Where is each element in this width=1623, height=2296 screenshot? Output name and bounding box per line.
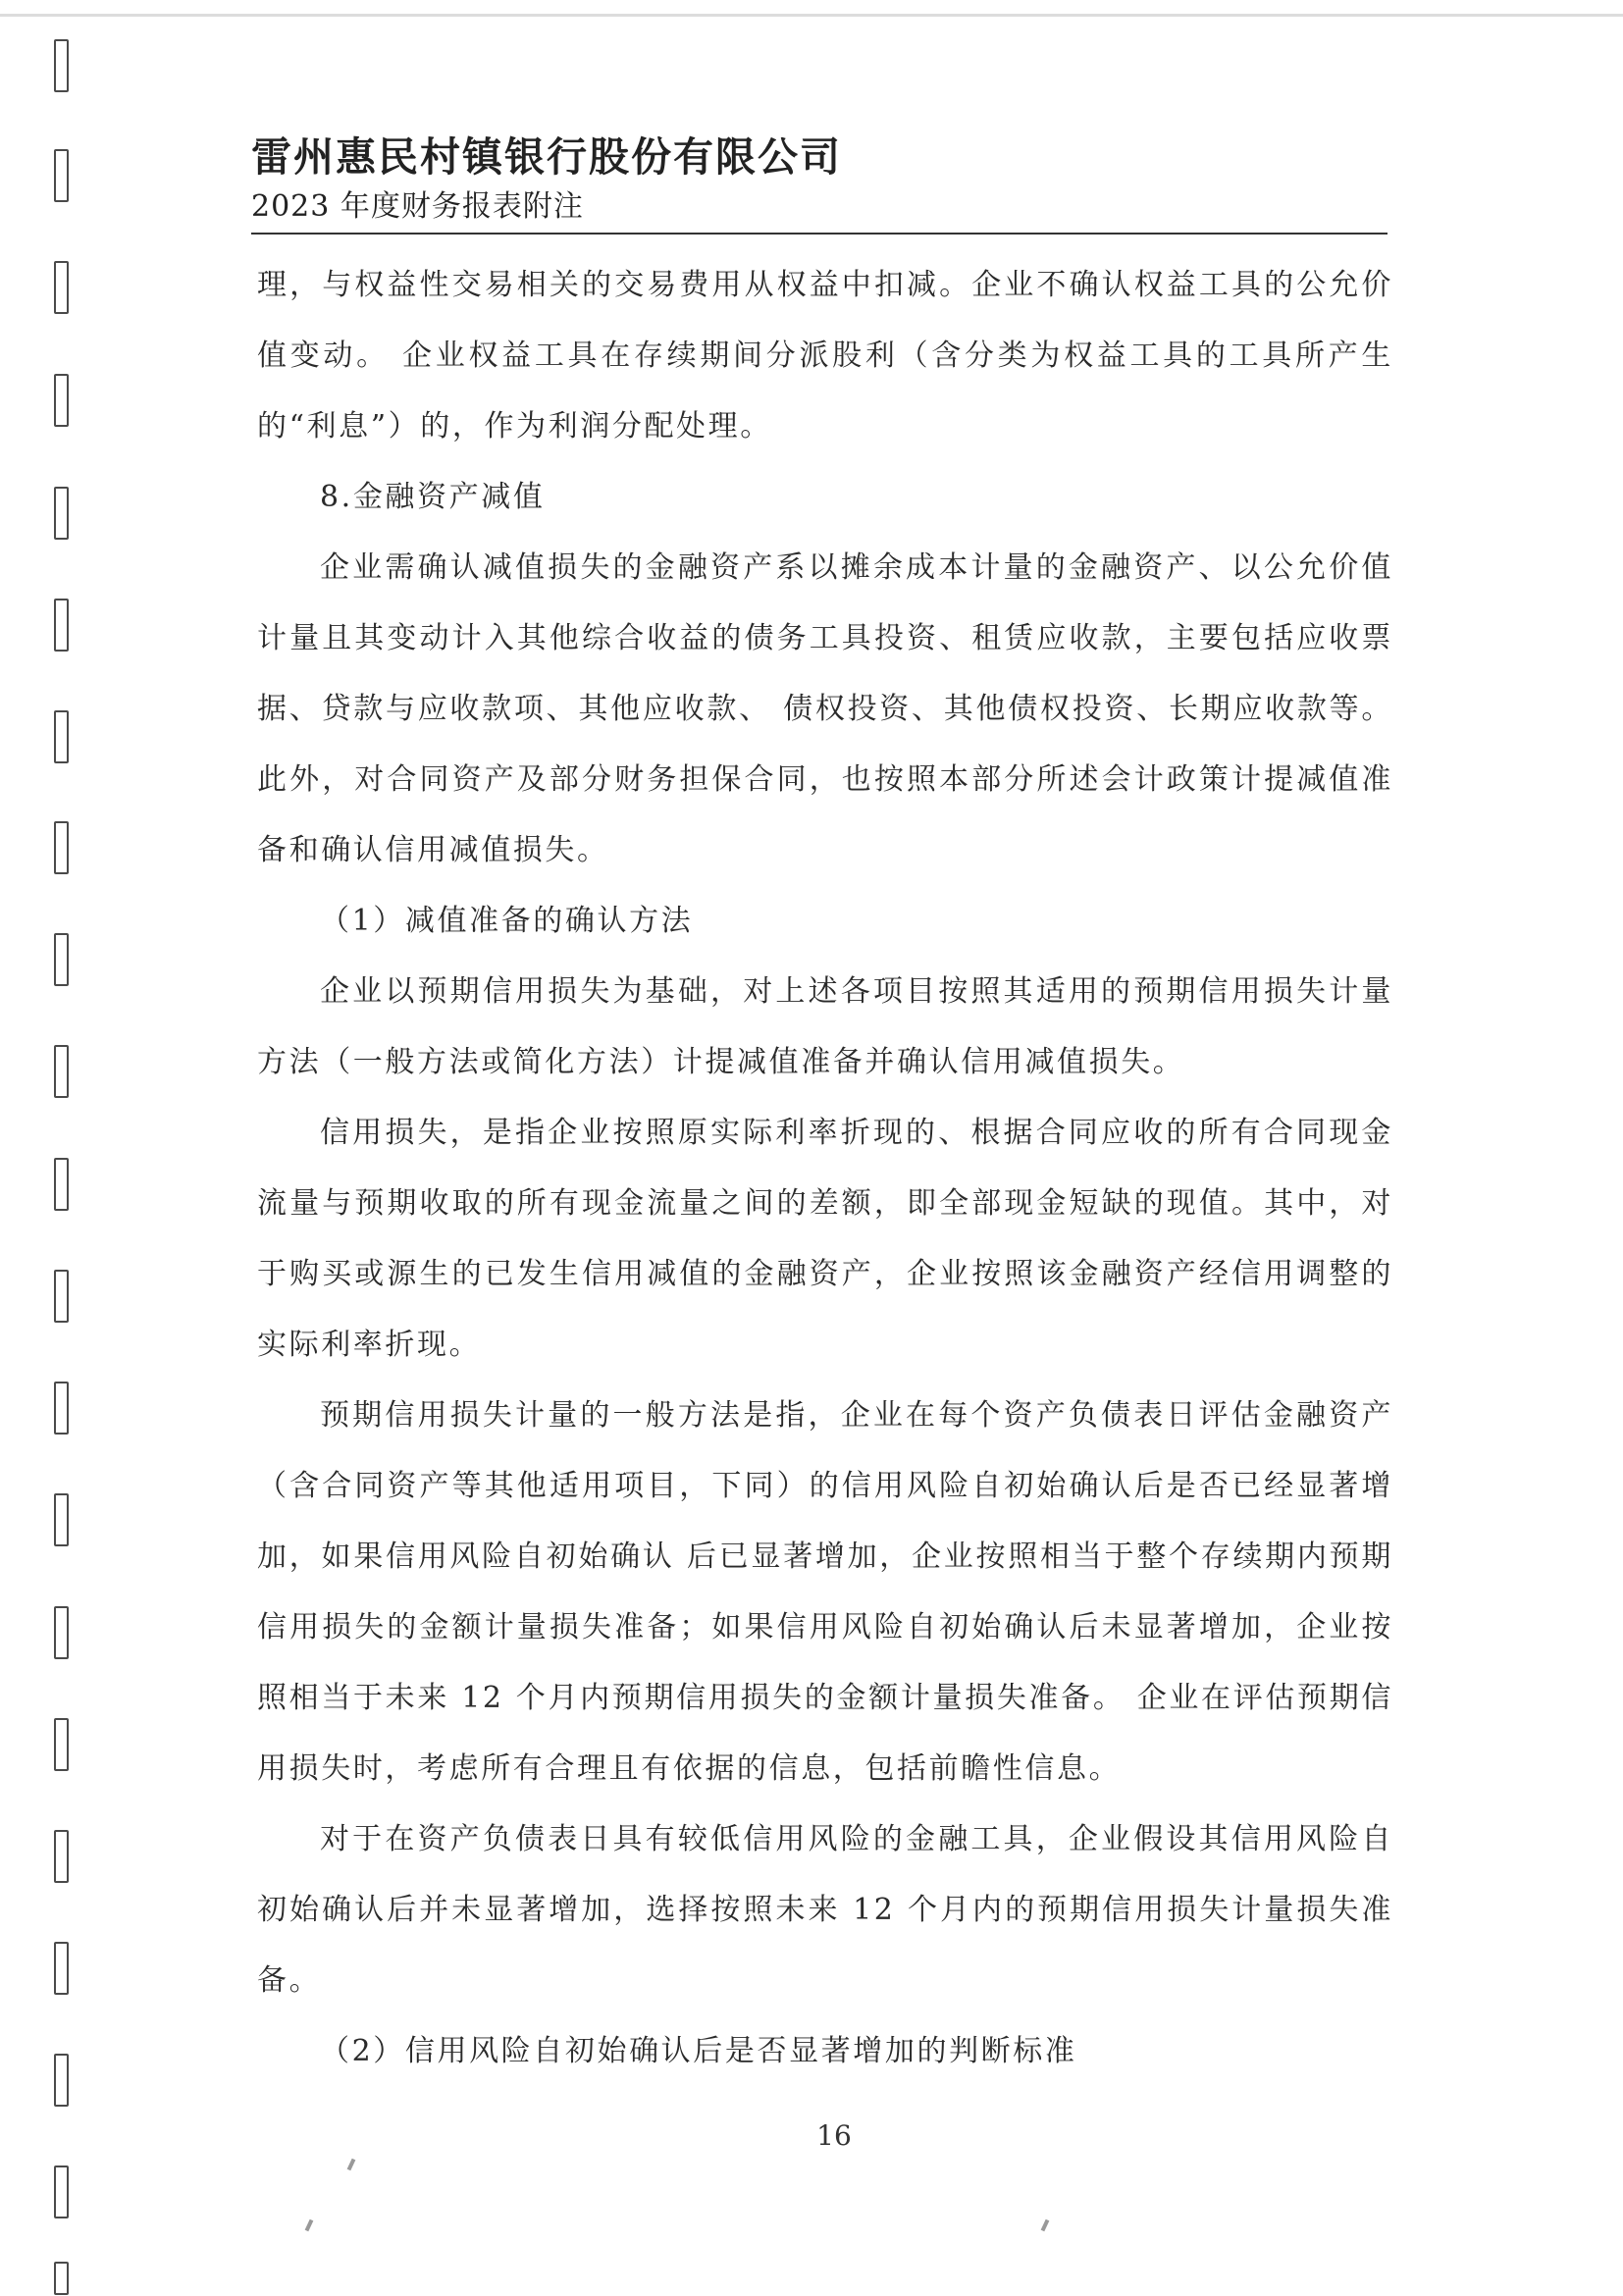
binding-hole xyxy=(54,2166,69,2218)
scan-top-edge xyxy=(0,14,1623,17)
binding-hole xyxy=(54,933,69,986)
binding-hole xyxy=(54,39,69,92)
binding-hole xyxy=(54,1270,69,1323)
paragraph: 预期信用损失计量的一般方法是指，企业在每个资产负债表日评估金融资产（含合同资产等其他适用项目，下同）的信用风险自初始确认后是否已经显著增加，如果信用风险自初始确认 后已显著增加，企业按照相当于整个存续期内预期信用损失的金额计量损失准备；如果信用风险自初始确认后未显著增加，企业按照相当于未来 12 个月内预期信用损失的金额计量损失准备。 企业在评估预期信用损失时，考虑所有合理且有依据的信息，包括前瞻性信息。 xyxy=(257,1398,1393,1786)
subsection-heading: （2）信用风险自初始确认后是否显著增加的判断标准 xyxy=(320,2034,1077,2068)
document-body xyxy=(257,250,1393,2087)
scan-speck xyxy=(305,2219,314,2232)
binding-hole xyxy=(54,149,69,202)
binding-hole xyxy=(54,710,69,763)
scan-speck xyxy=(347,2159,356,2171)
binding-hole xyxy=(54,1493,69,1546)
header-rule xyxy=(251,233,1387,235)
paragraph-continuation: 理，与权益性交易相关的交易费用从权益中扣减。企业不确认权益工具的公允价值变动。 企业权益工具在存续期间分派股利（含分类为权益工具的工具所产生的“利息”）的，作为利润分配处理。 xyxy=(257,268,1393,444)
binding-hole xyxy=(54,487,69,540)
binding-hole xyxy=(54,1606,69,1659)
binding-hole xyxy=(54,261,69,314)
binding-hole xyxy=(54,374,69,427)
binding-holes xyxy=(49,39,75,2286)
binding-hole xyxy=(54,599,69,652)
paragraph: 企业需确认减值损失的金融资产系以摊余成本计量的金融资产、以公允价值计量且其变动计入其他综合收益的债务工具投资、租赁应收款，主要包括应收票据、贷款与应收款项、其他应收款、 债权投资、其他债权投资、长期应收款等。此外，对合同资产及部分财务担保合同，也按照本部分所述会计政策计提减值准备和确认信用减值损失。 xyxy=(257,550,1393,867)
binding-hole xyxy=(54,1830,69,1883)
paragraph: 企业以预期信用损失为基础，对上述各项目按照其适用的预期信用损失计量方法（一般方法或简化方法）计提减值准备并确认信用减值损失。 xyxy=(257,974,1393,1079)
binding-hole xyxy=(54,821,69,874)
binding-hole xyxy=(54,2262,69,2295)
binding-hole xyxy=(54,1942,69,1995)
page-header xyxy=(251,130,1387,230)
section-heading: 8.金融资产减值 xyxy=(320,480,546,514)
company-name: 雷州惠民村镇银行股份有限公司 xyxy=(251,133,842,181)
paragraph: 信用损失，是指企业按照原实际利率折现的、根据合同应收的所有合同现金流量与预期收取的所有现金流量之间的差额，即全部现金短缺的现值。其中，对于购买或源生的已发生信用减值的金融资产，企业按照该金融资产经信用调整的实际利率折现。 xyxy=(257,1116,1393,1362)
subsection-heading: （1）减值准备的确认方法 xyxy=(320,904,694,938)
report-title: 2023 年度财务报表附注 xyxy=(251,189,584,224)
binding-hole xyxy=(54,1718,69,1771)
paragraph: 对于在资产负债表日具有较低信用风险的金融工具，企业假设其信用风险自初始确认后并未显著增加，选择按照未来 12 个月内的预期信用损失计量损失准备。 xyxy=(257,1822,1393,1998)
scan-speck xyxy=(1041,2219,1050,2232)
binding-hole xyxy=(54,2054,69,2107)
binding-hole xyxy=(54,1382,69,1435)
binding-hole xyxy=(54,1158,69,1211)
page-number: 16 xyxy=(816,2119,852,2152)
binding-hole xyxy=(54,1045,69,1098)
